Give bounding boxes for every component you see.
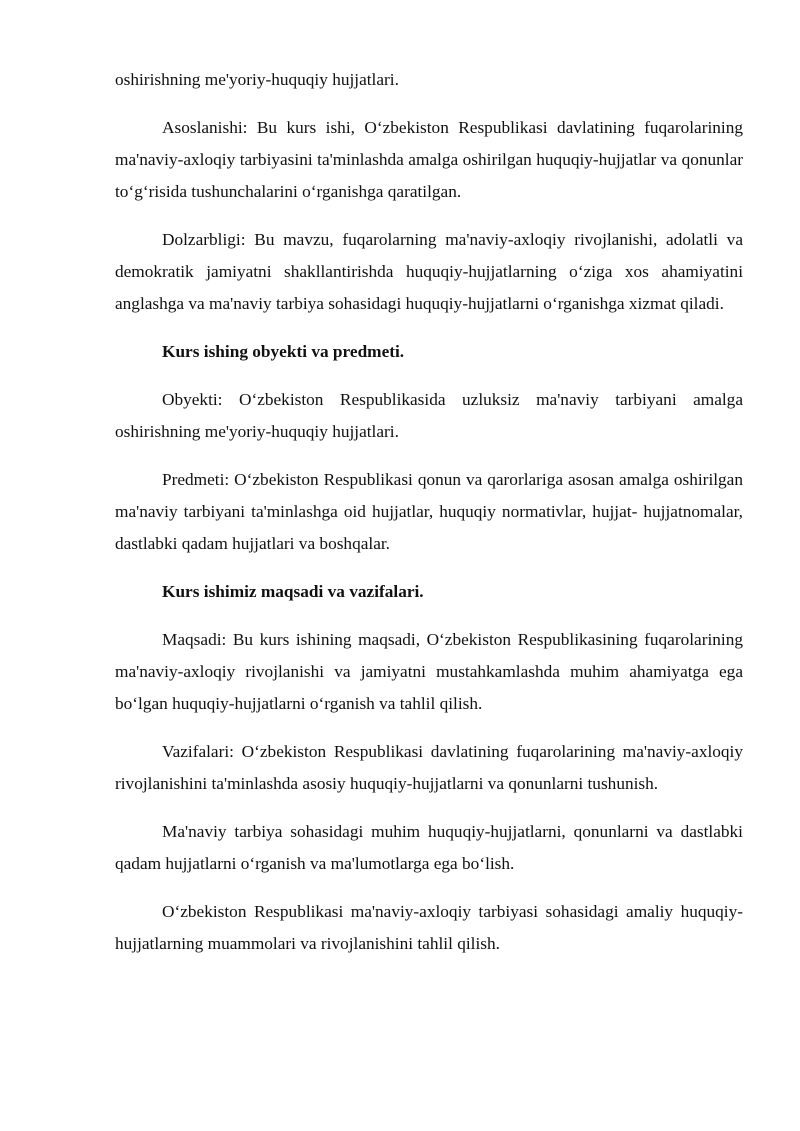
paragraph-obyekti: Obyekti: O‘zbekiston Respublikasida uzluksiz ma'naviy tarbiyani amalga oshirishning me'yoriy-huquqiy hujjatlari. [115, 390, 743, 441]
document-page [115, 64, 743, 960]
paragraph-task-3: O‘zbekiston Respublikasi ma'naviy-axloqiy tarbiyasi sohasidagi amaliy huquqiy-hujjatlarning muammolari va rivojlanishini tahlil qilish. [115, 902, 743, 953]
paragraph-continuation: oshirishning me'yoriy-huquqiy hujjatlari. [115, 70, 399, 89]
paragraph-asoslanishi: Asoslanishi: Bu kurs ishi, O‘zbekiston Respublikasi davlatining fuqarolarining ma'naviy-axloqiy tarbiyasini ta'minlashda amalga oshirilgan huquqiy-hujjatlar va qonunlar to‘g‘risida tushunchalarini o‘rganishga qaratilgan. [115, 118, 743, 201]
paragraph-maqsadi: Maqsadi: Bu kurs ishining maqsadi, O‘zbekiston Respublikasining fuqarolarining ma'naviy-axloqiy rivojlanishi va jamiyatni mustahkamlashda muhim ahamiyatga ega bo‘lgan huquqiy-hujjatlarni o‘rganish va tahlil qilish. [115, 630, 743, 713]
paragraph-predmeti: Predmeti: O‘zbekiston Respublikasi qonun va qarorlariga asosan amalga oshirilgan ma'naviy tarbiyani ta'minlashga oid hujjatlar, huquqiy normativlar, hujjat- hujjatnomalar, dastlabki qadam hujjatlari va boshqalar. [115, 470, 743, 553]
heading-object-subject: Kurs ishing obyekti va predmeti. [162, 342, 405, 361]
paragraph-dolzarbligi: Dolzarbligi: Bu mavzu, fuqarolarning ma'naviy-axloqiy rivojlanishi, adolatli va demokratik jamiyatni shakllantirishda huquqiy-hujjatlarning o‘ziga xos ahamiyatini anglashga va ma'naviy tarbiya sohasidagi huquqiy-hujjatlarni o‘rganishga xizmat qiladi. [115, 230, 743, 313]
heading-goals-tasks: Kurs ishimiz maqsadi va vazifalari. [162, 582, 424, 601]
paragraph-task-2: Ma'naviy tarbiya sohasidagi muhim huquqiy-hujjatlarni, qonunlarni va dastlabki qadam hujjatlarni o‘rganish va ma'lumotlarga ega bo‘lish. [115, 822, 743, 873]
paragraph-vazifalari: Vazifalari: O‘zbekiston Respublikasi davlatining fuqarolarining ma'naviy-axloqiy rivojlanishini ta'minlashda asosiy huquqiy-hujjatlarni va qonunlarni tushunish. [115, 742, 743, 793]
